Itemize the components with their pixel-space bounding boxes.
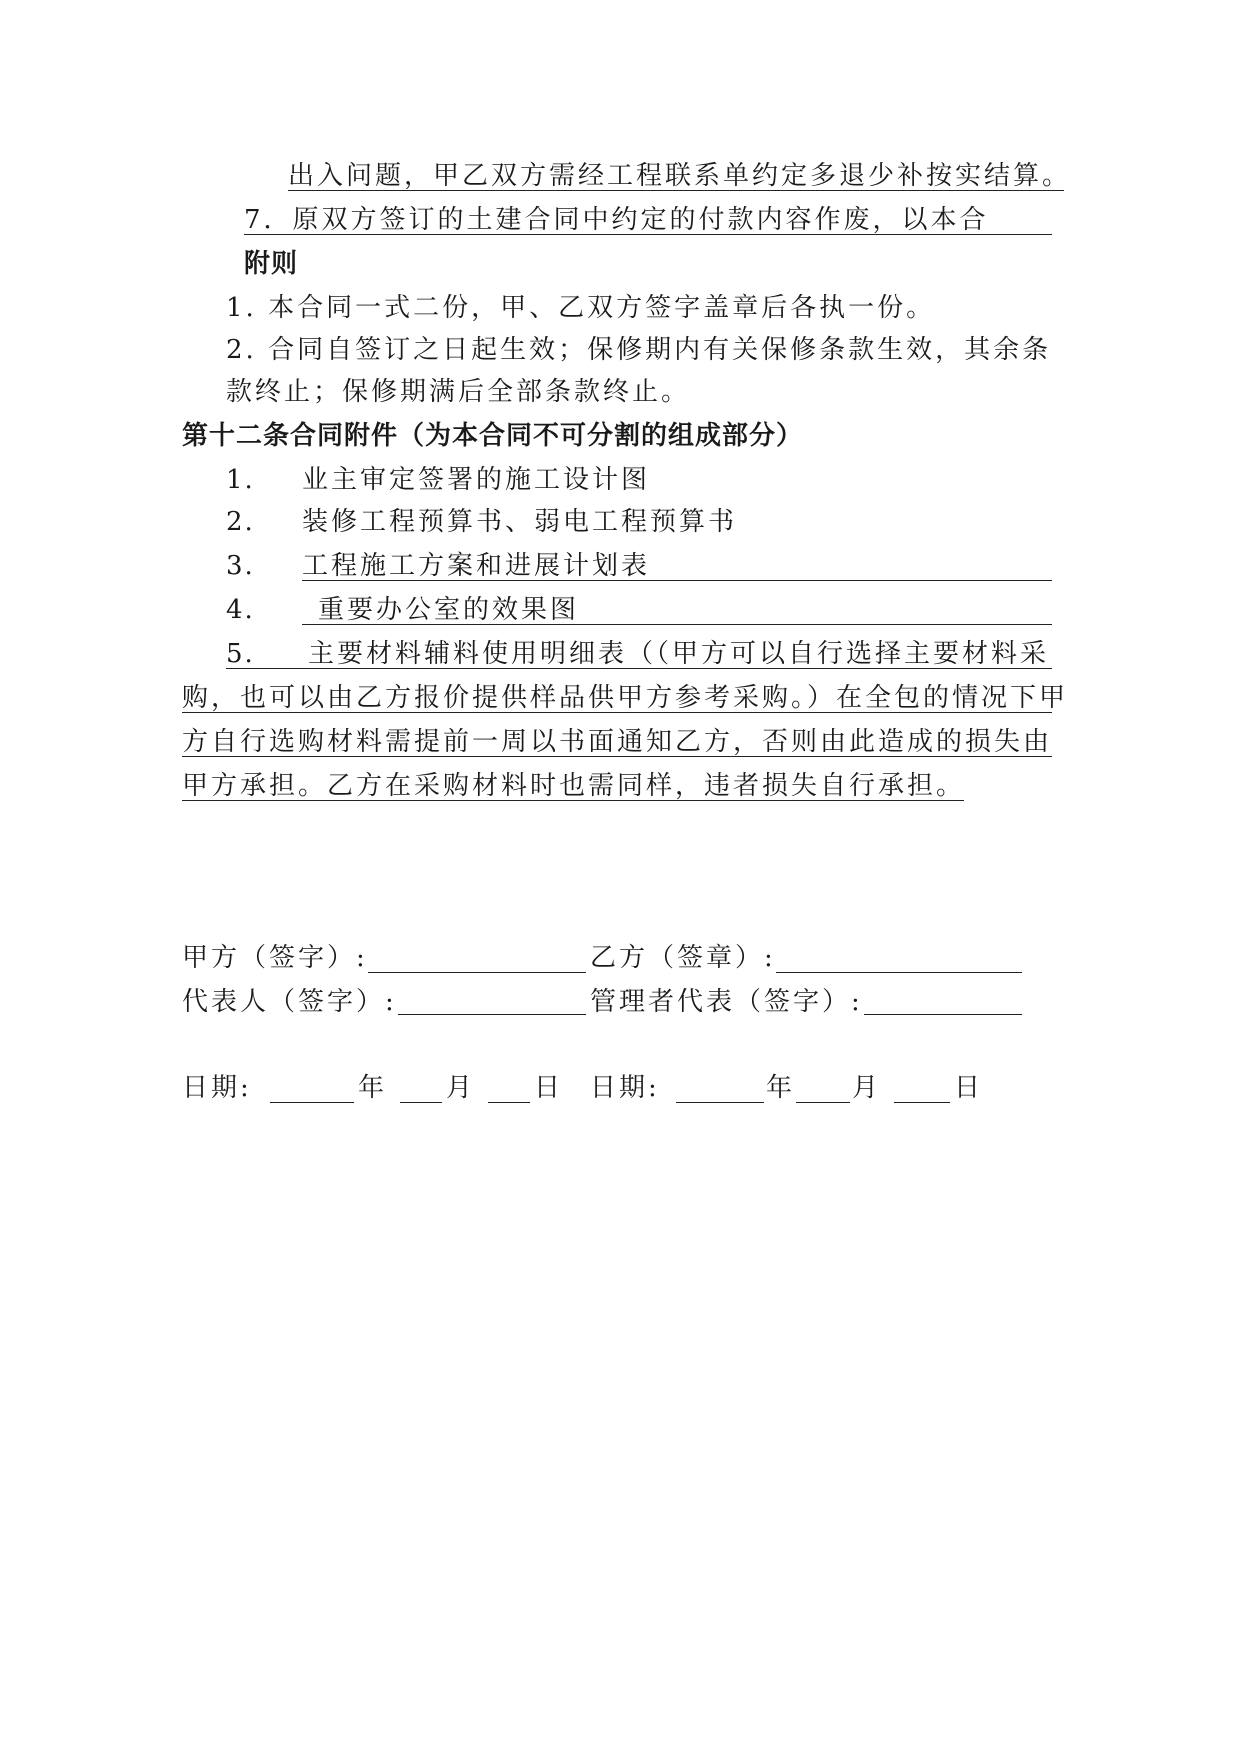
underline	[288, 190, 1064, 191]
date-b-day-line[interactable]	[894, 1102, 950, 1103]
fuze-item-2: 2. 合同自签订之日起生效；保修期内有关保修条款生效，其余条	[226, 335, 1052, 365]
attachment-text: 装修工程预算书、弱电工程预算书	[302, 507, 738, 537]
date-a-month: 月	[446, 1073, 476, 1103]
attachment-5-cont: 购，也可以由乙方报价提供样品供甲方参考采购。）在全包的情况下甲	[182, 683, 1069, 713]
clause-7: 7．原双方签订的土建合同中约定的付款内容作废，以本合	[244, 205, 989, 235]
party-b-seal-line[interactable]	[776, 972, 1022, 973]
attachment-number: 1.	[226, 465, 255, 495]
date-a-year-line[interactable]	[270, 1102, 354, 1103]
date-b-month-line[interactable]	[796, 1102, 850, 1103]
underline	[182, 756, 1052, 757]
clause-6-continuation: 出入问题，甲乙双方需经工程联系单约定多退少补按实结算。	[288, 161, 1072, 191]
fuze-item-1: 1. 本合同一式二份，甲、乙双方签字盖章后各执一份。	[226, 293, 936, 323]
date-a-day: 日	[534, 1073, 564, 1103]
underline	[252, 668, 1052, 669]
date-b-month: 月	[852, 1073, 882, 1103]
underline	[302, 580, 1052, 581]
representative-a-line[interactable]	[398, 1014, 586, 1015]
party-a-signature-line[interactable]	[368, 972, 586, 973]
attachment-5-cont: 方自行选购材料需提前一周以书面通知乙方，否则由此造成的损失由	[182, 727, 1053, 757]
representative-b-line[interactable]	[864, 1014, 1022, 1015]
section-heading-fuze: 附则	[244, 249, 299, 279]
party-b-seal-label: 乙方（签章）:	[590, 943, 776, 973]
date-b-label: 日期:	[590, 1073, 660, 1103]
attachment-number: 2.	[226, 507, 255, 537]
representative-a-label: 代表人（签字）:	[182, 987, 397, 1017]
attachment-number: 5.	[226, 639, 255, 669]
attachment-text: 业主审定签署的施工设计图	[302, 465, 651, 495]
date-b-year: 年	[766, 1073, 796, 1103]
fuze-item-2-cont: 款终止；保修期满后全部条款终止。	[226, 377, 691, 407]
date-a-label: 日期:	[182, 1073, 252, 1103]
underline	[302, 624, 1052, 625]
date-b-day: 日	[954, 1073, 984, 1103]
article-12-heading: 第十二条合同附件（为本合同不可分割的组成部分）	[182, 421, 804, 451]
date-b-year-line[interactable]	[676, 1102, 764, 1103]
underline	[226, 668, 252, 669]
party-a-signature-label: 甲方（签字）:	[182, 943, 368, 973]
date-a-day-line[interactable]	[488, 1102, 530, 1103]
attachment-5-cont: 甲方承担。乙方在采购材料时也需同样，违者损失自行承担。	[182, 771, 966, 801]
attachment-text: 重要办公室的效果图	[318, 595, 580, 625]
attachment-text: 工程施工方案和进展计划表	[302, 551, 651, 581]
date-a-year: 年	[358, 1073, 388, 1103]
representative-b-label: 管理者代表（签字）:	[590, 987, 863, 1017]
underline	[182, 712, 1052, 713]
date-a-month-line[interactable]	[400, 1102, 442, 1103]
attachment-text: 主要材料辅料使用明细表（（甲方可以自行选择主要材料采	[308, 639, 1050, 669]
attachment-number: 3.	[226, 551, 255, 581]
attachment-number: 4.	[226, 595, 255, 625]
underline	[182, 800, 964, 801]
underline	[244, 234, 1052, 235]
